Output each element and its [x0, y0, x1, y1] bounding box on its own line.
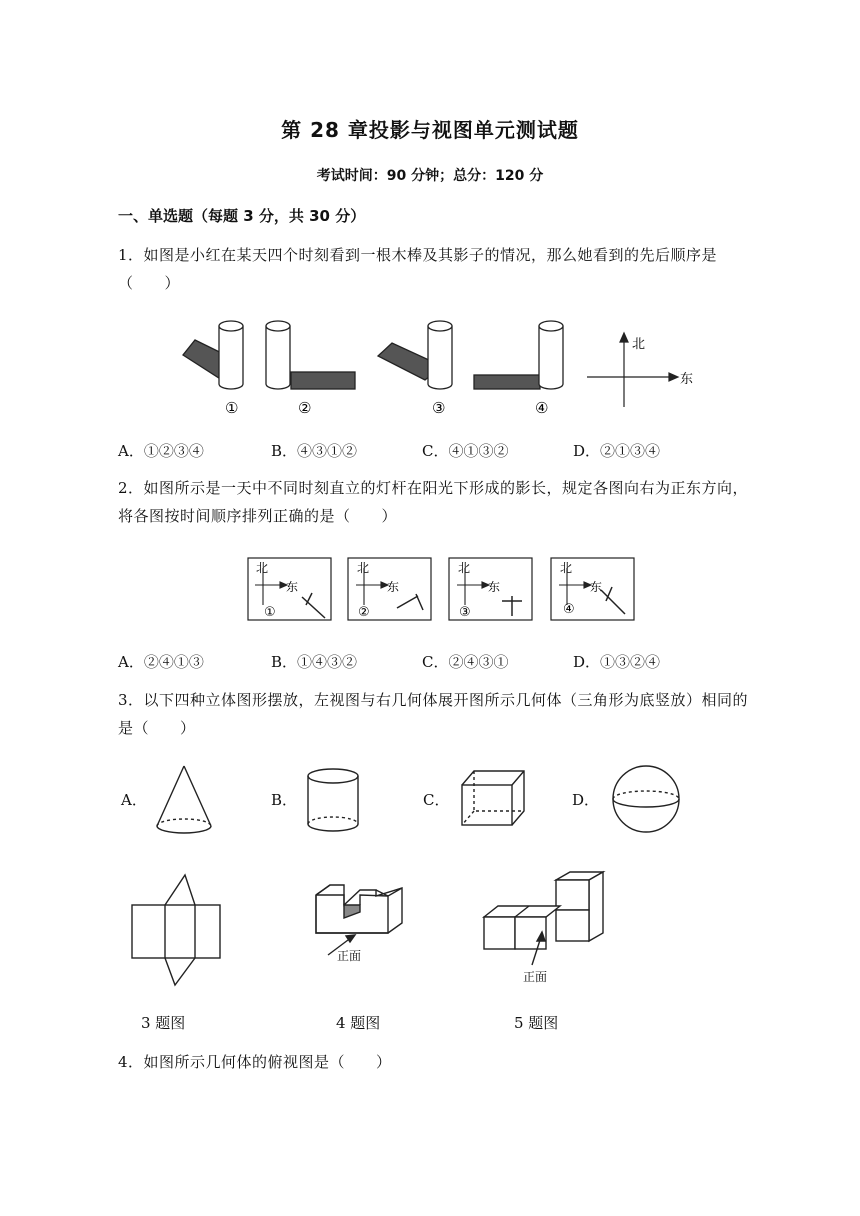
cuboid-shape — [462, 771, 524, 825]
question-3-text: 3．以下四种立体图形摆放，左视图与右几何体展开图所示几何体（三角形为底竖放）相同的是（ ） — [118, 691, 749, 737]
q3-option-c[interactable]: C． — [423, 791, 450, 809]
q2-north-4: 北 — [560, 561, 573, 575]
compass-east: 东 — [680, 372, 694, 387]
q1-option-c[interactable]: C．④①③② — [422, 442, 509, 460]
q2-option-c[interactable]: C．②④③① — [422, 653, 509, 671]
page-title: 第 28 章投影与视图单元测试题 — [281, 118, 579, 142]
q2-east-4: 东 — [590, 580, 603, 594]
q1-label-1: ① — [225, 399, 239, 417]
section-heading: 一、单选题（每题 3 分，共 30 分） — [118, 207, 366, 225]
caption-fig4: 4 题图 — [336, 1014, 381, 1032]
q2-option-b[interactable]: B．①④③② — [271, 653, 358, 671]
q3-option-b[interactable]: B． — [271, 791, 298, 809]
q1-option-d[interactable]: D．②①③④ — [573, 442, 661, 460]
caption-fig5: 5 题图 — [514, 1014, 559, 1032]
q2-label-4: ④ — [563, 602, 575, 617]
sphere-shape — [613, 766, 679, 832]
prism-net — [132, 875, 220, 985]
q3-option-d[interactable]: D． — [572, 791, 600, 809]
q2-north-1: 北 — [256, 561, 269, 575]
q1-option-b[interactable]: B．④③①② — [271, 442, 358, 460]
caption-fig3: 3 题图 — [141, 1014, 186, 1032]
q2-east-3: 东 — [488, 580, 501, 594]
q1-label-4: ④ — [535, 399, 549, 417]
compass-north: 北 — [632, 337, 646, 352]
question-2-text: 2．如图所示是一天中不同时刻直立的灯杆在阳光下形成的影长，规定各图向右为正东方向，将各图按时间顺序排列正确的是（ ） — [118, 479, 749, 525]
question-1-text: 1．如图是小红在某天四个时刻看到一根木棒及其影子的情况，那么她看到的先后顺序是（ ） — [118, 246, 718, 292]
front-label-4: 正面 — [337, 949, 362, 963]
q2-option-a[interactable]: A．②④①③ — [118, 653, 204, 671]
q1-label-3: ③ — [432, 399, 446, 417]
q3-option-a[interactable]: A． — [121, 791, 147, 809]
q2-north-3: 北 — [458, 561, 471, 575]
q2-label-1: ① — [264, 605, 276, 620]
q2-east-1: 东 — [286, 580, 299, 594]
exam-info: 考试时间：90 分钟；总分：120 分 — [316, 168, 544, 184]
cylinder-shape — [308, 769, 358, 831]
q2-north-2: 北 — [357, 561, 370, 575]
q2-option-d[interactable]: D．①③②④ — [573, 653, 661, 671]
front-label-5: 正面 — [523, 970, 548, 984]
q2-label-2: ② — [358, 605, 370, 620]
q2-east-2: 东 — [387, 580, 400, 594]
u-block — [316, 885, 402, 933]
q2-label-3: ③ — [459, 605, 471, 620]
cone-shape — [157, 766, 211, 833]
q1-label-2: ② — [298, 399, 312, 417]
q1-option-a[interactable]: A．①②③④ — [118, 442, 204, 460]
question-4-text: 4．如图所示几何体的俯视图是（ ） — [118, 1053, 392, 1071]
